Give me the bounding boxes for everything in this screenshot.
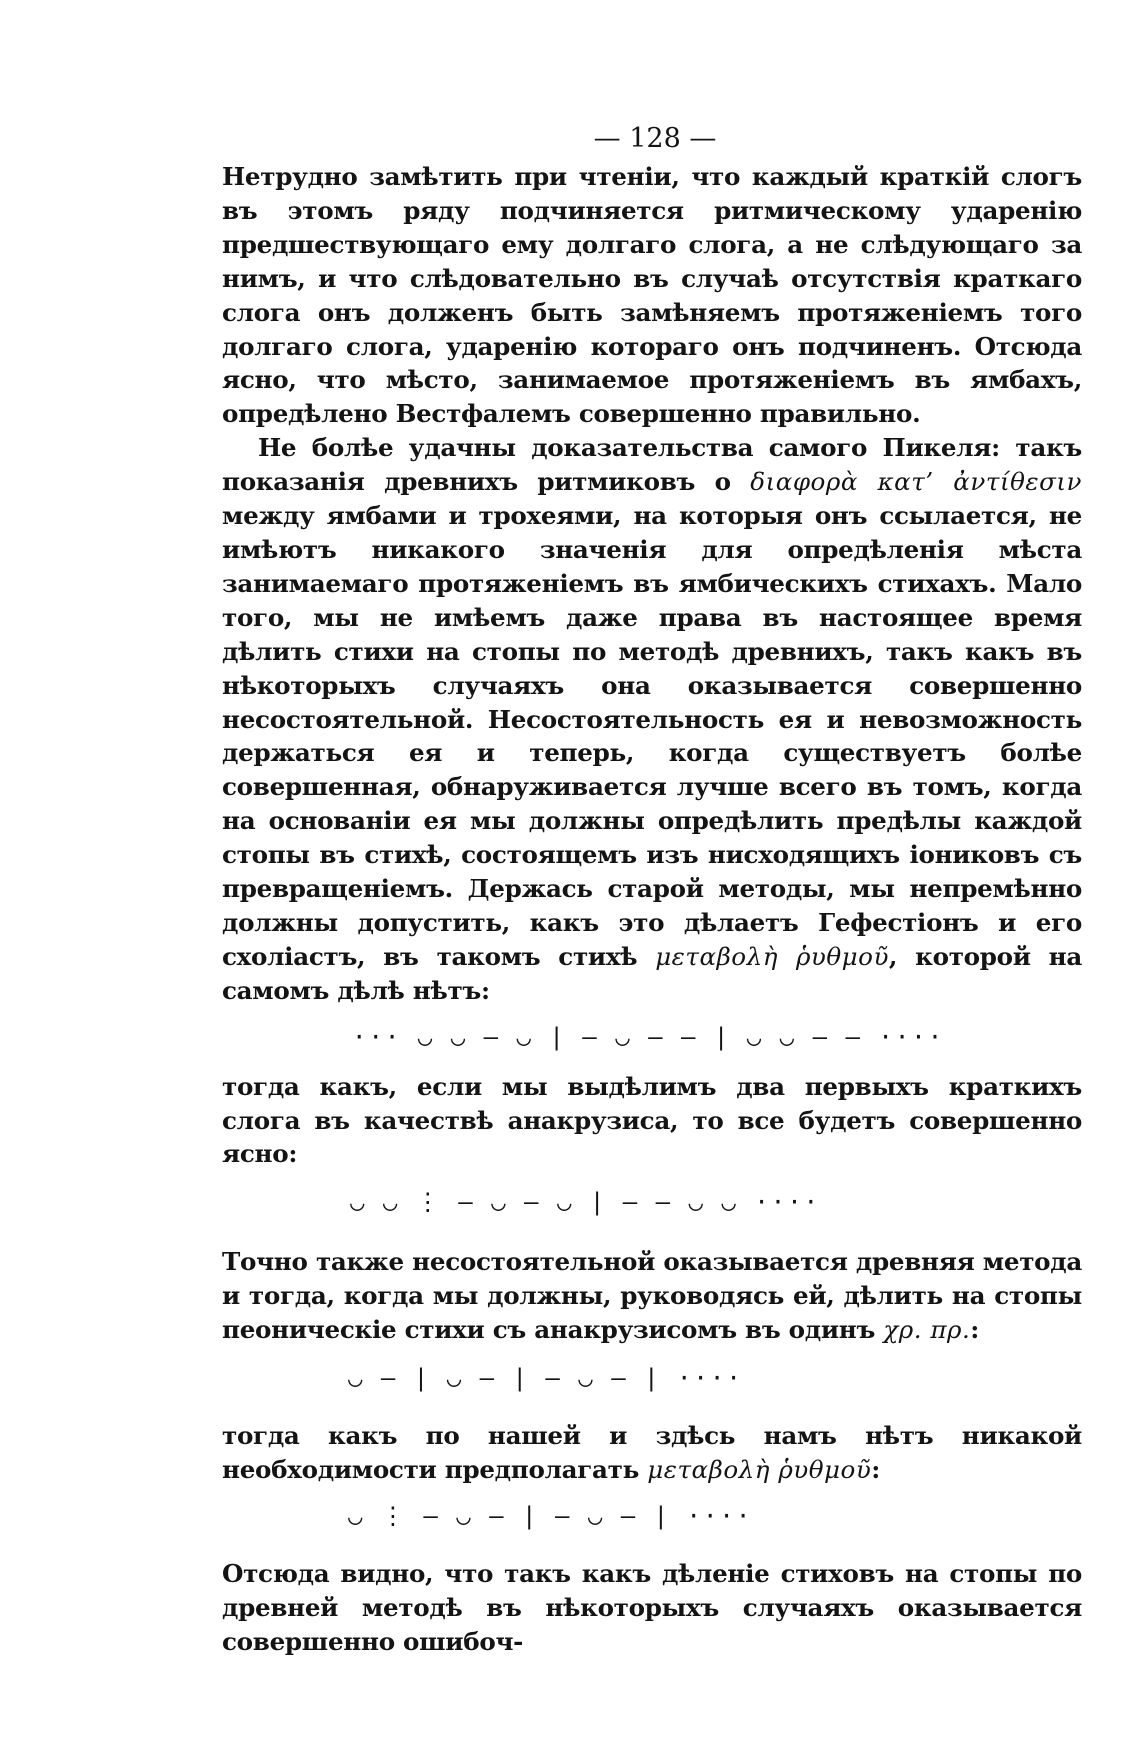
metrical-scheme-1: ··· ◡ ◡ — ◡ | — ◡ — — | ◡ ◡ — — ···· [352, 1022, 945, 1051]
paragraph-1: Нетрудно замѣтить при чтеніи, что каждый краткій слогъ въ этомъ ряду подчиняется ритмическому ударенію предшествующаго ему долгаго слога, а не слѣдующаго за нимъ, и что слѣдовательно въ случаѣ отсутствія краткаго слога онъ долженъ быть замѣняемъ протяженіемъ того долгаго слога, ударенію котораго онъ подчиненъ. Отсюда ясно, что мѣсто, занимаемое протяженіемъ въ ямбахъ, опредѣлено Вестфалемъ совершенно правильно. [222, 162, 1082, 429]
metrical-scheme-4: ◡ ⋮ — ◡ — | — ◡ — | ···· [348, 1501, 753, 1530]
paragraph-4-text-a: Точно также несостоятельной оказывается древняя метода и тогда, когда мы должны, руководясь ей, дѣлить на стопы пеоническіе стихи съ анакрузисомъ въ одинъ [222, 1247, 1082, 1345]
greek-phrase-metabole-2: μεταβολὴ ῥυθμοῦ [647, 1455, 872, 1484]
paragraph-2 [222, 431, 1082, 1007]
paragraph-4-text-b: : [970, 1315, 980, 1345]
paragraph-3: тогда какъ, если мы выдѣлимъ два первыхъ краткихъ слога въ качествѣ анакрузиса, то все будетъ совершенно ясно: [222, 1071, 1082, 1169]
page-content [222, 122, 1082, 1659]
page-number: — 128 — [593, 123, 717, 154]
metrical-scheme-2: ◡ ◡ ⋮ — ◡ — ◡ | — — ◡ ◡ ···· [350, 1188, 821, 1217]
greek-phrase-metabole-1: μεταβολὴ ῥυθμοῦ [655, 941, 889, 971]
paragraph-5-text-b: : [871, 1455, 881, 1484]
paragraph-4 [222, 1245, 1082, 1347]
greek-abbrev-chr-pr: χρ. πρ. [883, 1315, 971, 1345]
paragraph-2-text-b: между ямбами и трохеями, на которыя онъ ссылается, не имѣютъ никакого значенія для опредѣленія мѣста занимаемаго протяженіемъ въ ямбическихъ стихахъ. Мало того, мы не имѣемъ даже права въ настоящее время дѣлить стихи на стопы по методѣ древнихъ, такъ какъ въ нѣкоторыхъ случаяхъ она оказывается совершенно несостоятельной. Несостоятельность ея и невозможность держаться ея и теперь, когда существуетъ болѣе совершенная, обнаруживается лучше всего въ томъ, когда на основаніи ея мы должны опредѣлить предѣлы каждой стопы въ стихѣ, состоящемъ изъ нисходящихъ іониковъ съ превращеніемъ. Держась старой методы, мы непремѣнно должны допустить, какъ это дѣлаетъ Гефестіонъ и его схоліастъ, въ такомъ стихѣ [222, 501, 1082, 971]
paragraph-2-text-c: , которой на самомъ дѣлѣ нѣтъ: [222, 941, 1082, 1005]
paragraph-5 [222, 1419, 1082, 1487]
paragraph-5-text-a: тогда какъ по нашей и здѣсь намъ нѣтъ никакой необходимости предполагать [222, 1421, 1082, 1484]
metrical-scheme-3: ◡ — | ◡ — | — ◡ — | ···· [348, 1364, 743, 1393]
paragraph-6: Отсюда видно, что такъ какъ дѣленіе стиховъ на стопы по древней методѣ въ нѣкоторыхъ случаяхъ оказывается совершенно ошибоч- [222, 1558, 1082, 1656]
paragraph-2-text-a: Не болѣе удачны доказательства самого Пикеля: такъ показанія древнихъ ритмиковъ о [222, 433, 1082, 497]
greek-phrase-diaphora: διαφορὰ κατ’ ἀντίθεσιν [750, 467, 1083, 497]
